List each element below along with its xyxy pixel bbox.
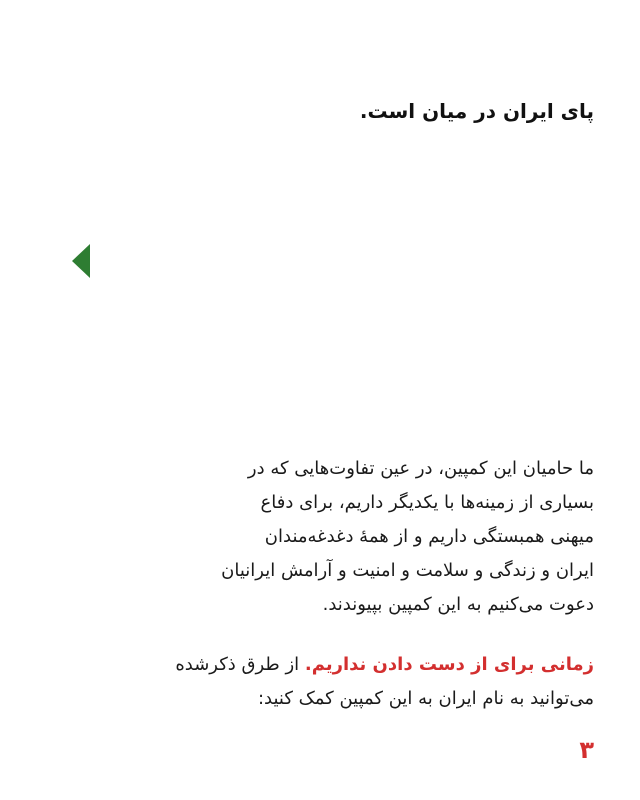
body-line: ما حامیان این کمپین، در عین تفاوت‌هایی که در [247, 458, 594, 479]
body-line: میهنی همبستگی داریم و از همهٔ دغدغه‌مندان [264, 526, 594, 547]
previous-page-arrow-icon[interactable] [72, 244, 90, 278]
body-line: ایران و زندگی و سلامت و امنیت و آرامش ایرانیان [221, 560, 594, 581]
cta-line-2: می‌توانید به نام ایران به این کمپین کمک کنید: [257, 688, 594, 709]
body-line: دعوت می‌کنیم به این کمپین بپیوندند. [322, 594, 594, 615]
body-line: بسیاری از زمینه‌ها با یکدیگر داریم، برای دفاع [260, 492, 594, 513]
call-to-action-paragraph [174, 648, 594, 716]
page-heading: پای ایران در میان است. [359, 99, 594, 123]
body-paragraph [174, 452, 594, 622]
cta-rest: از طرق ذکرشده [175, 654, 305, 675]
cta-line-1 [174, 648, 594, 682]
cta-highlight: زمانی برای از دست دادن نداریم. [304, 654, 594, 675]
page-number: ۳ [579, 736, 594, 764]
